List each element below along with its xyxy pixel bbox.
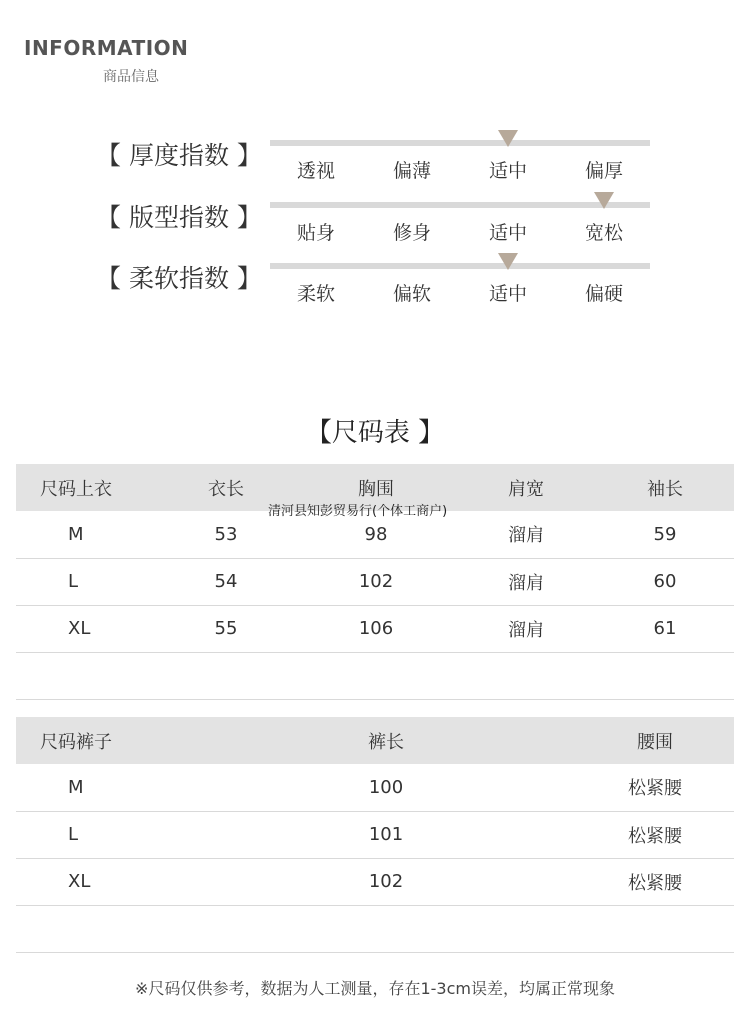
- softness-option: 偏软: [392, 283, 432, 305]
- table-cell: L: [16, 558, 156, 605]
- softness-option: 适中: [488, 283, 528, 305]
- table-header-cell: 袖长: [596, 464, 734, 511]
- fit-index-marker: [594, 192, 614, 209]
- table-cell: 溜肩: [456, 605, 596, 652]
- softness-option: 偏硬: [584, 283, 624, 305]
- fit-option: 修身: [392, 222, 432, 244]
- table-cell: 54: [156, 558, 296, 605]
- table-cell: [16, 652, 156, 699]
- table-header-cell: 胸围: [296, 464, 456, 511]
- table-cell: 松紧腰: [576, 811, 734, 858]
- thickness-option: 适中: [488, 160, 528, 182]
- table-cell: 61: [596, 605, 734, 652]
- info-title: INFORMATION: [24, 36, 189, 60]
- table-header-cell: 尺码裤子: [16, 717, 196, 764]
- table-row-empty: [16, 652, 734, 699]
- softness-option: 柔软: [296, 283, 336, 305]
- table-cell: 102: [196, 858, 576, 905]
- table-row: [16, 858, 734, 905]
- table-cell: 55: [156, 605, 296, 652]
- table-header-cell: 尺码上衣: [16, 464, 156, 511]
- table-cell: 60: [596, 558, 734, 605]
- footer-note: ※尺码仅供参考，数据为人工测量，存在1-3cm误差，均属正常现象: [135, 979, 615, 998]
- table-cell: 98: [296, 511, 456, 558]
- table-cell: 102: [296, 558, 456, 605]
- table-row-empty: [16, 905, 734, 952]
- table-row: [16, 605, 734, 652]
- table-header-row: [16, 717, 734, 764]
- table-cell: 松紧腰: [576, 764, 734, 811]
- fit-index-bar: [270, 202, 650, 208]
- merchant-watermark: 清河县知彭贸易行(个体工商户): [268, 504, 448, 519]
- table-cell: 101: [196, 811, 576, 858]
- table-header-cell: 肩宽: [456, 464, 596, 511]
- table-cell: XL: [16, 858, 196, 905]
- table-row: [16, 764, 734, 811]
- table-cell: [156, 652, 296, 699]
- table-cell: L: [16, 811, 196, 858]
- table-cell: [296, 652, 456, 699]
- table-cell: [16, 905, 196, 952]
- table-cell: 溜肩: [456, 558, 596, 605]
- table-cell: 53: [156, 511, 296, 558]
- thickness-index-bar: [270, 140, 650, 146]
- softness-index-marker: [498, 253, 518, 270]
- table-cell: [596, 652, 734, 699]
- thickness-option: 透视: [296, 160, 336, 182]
- fit-index-label: 【 版型指数 】: [96, 203, 262, 232]
- thickness-index-label: 【 厚度指数 】: [96, 141, 262, 170]
- softness-index-bar: [270, 263, 650, 269]
- table-cell: [576, 905, 734, 952]
- softness-index: [0, 259, 750, 319]
- table-cell: 松紧腰: [576, 858, 734, 905]
- table-cell: 溜肩: [456, 511, 596, 558]
- table-header-cell: 腰围: [576, 717, 734, 764]
- table-header-cell: 衣长: [156, 464, 296, 511]
- table-cell: 59: [596, 511, 734, 558]
- table-cell: M: [16, 511, 156, 558]
- thickness-index-marker: [498, 130, 518, 147]
- thickness-option: 偏厚: [584, 160, 624, 182]
- size-chart-title: 【尺码表 】: [305, 418, 445, 448]
- table-cell: 106: [296, 605, 456, 652]
- fit-option: 适中: [488, 222, 528, 244]
- table-cell: [196, 905, 576, 952]
- softness-index-label: 【 柔软指数 】: [96, 264, 262, 293]
- info-subtitle: 商品信息: [103, 69, 159, 85]
- fit-option: 贴身: [296, 222, 336, 244]
- table-header-cell: 裤长: [196, 717, 576, 764]
- table-row: [16, 811, 734, 858]
- thickness-index: [0, 136, 750, 196]
- table-cell: XL: [16, 605, 156, 652]
- thickness-option: 偏薄: [392, 160, 432, 182]
- fit-option: 宽松: [584, 222, 624, 244]
- table-cell: 100: [196, 764, 576, 811]
- table-cell: M: [16, 764, 196, 811]
- table-row: [16, 558, 734, 605]
- bottom-size-table: [16, 717, 734, 953]
- table-cell: [456, 652, 596, 699]
- fit-index: [0, 198, 750, 258]
